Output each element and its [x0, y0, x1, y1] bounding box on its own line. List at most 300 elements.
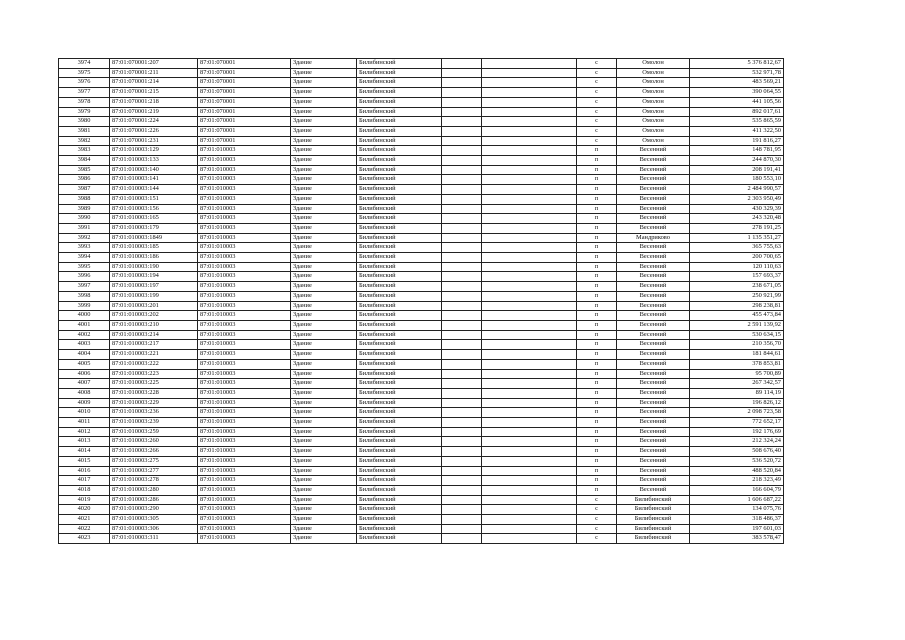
settlement-name: Весенний	[617, 291, 690, 301]
cadastral-quarter: 87:01:010003	[198, 476, 291, 486]
table-row	[59, 388, 784, 398]
row-number: 4017	[59, 476, 110, 486]
cadastral-number: 87:01:010003:266	[110, 447, 198, 457]
table-row	[59, 233, 784, 243]
empty-cell	[482, 524, 577, 534]
settlement-name: Весенний	[617, 311, 690, 321]
settlement-name: Омолон	[617, 117, 690, 127]
table-row	[59, 447, 784, 457]
empty-cell	[482, 301, 577, 311]
empty-cell	[442, 253, 482, 263]
cadastral-quarter: 87:01:010003	[198, 495, 291, 505]
cadastral-quarter: 87:01:070001	[198, 117, 291, 127]
district: Билибинский	[357, 408, 442, 418]
district: Билибинский	[357, 194, 442, 204]
empty-cell	[482, 243, 577, 253]
empty-cell	[482, 107, 577, 117]
empty-cell	[482, 418, 577, 428]
settlement-type: п	[577, 398, 617, 408]
row-number: 3974	[59, 59, 110, 69]
cadastral-number: 87:01:010003:179	[110, 223, 198, 233]
settlement-name: Весенний	[617, 194, 690, 204]
row-number: 3992	[59, 233, 110, 243]
object-type: Здание	[291, 107, 357, 117]
cadastral-quarter: 87:01:010003	[198, 291, 291, 301]
row-number: 4015	[59, 456, 110, 466]
cadastral-number: 87:01:010003:214	[110, 330, 198, 340]
object-type: Здание	[291, 243, 357, 253]
settlement-name: Омолон	[617, 97, 690, 107]
settlement-type: с	[577, 68, 617, 78]
cadastral-value: 772 652,17	[690, 418, 784, 428]
table-row	[59, 515, 784, 525]
cadastral-quarter: 87:01:010003	[198, 185, 291, 195]
object-type: Здание	[291, 437, 357, 447]
settlement-name: Весенний	[617, 369, 690, 379]
table-row	[59, 427, 784, 437]
empty-cell	[442, 272, 482, 282]
row-number: 3982	[59, 136, 110, 146]
table-row	[59, 466, 784, 476]
district: Билибинский	[357, 88, 442, 98]
object-type: Здание	[291, 126, 357, 136]
empty-cell	[482, 379, 577, 389]
cadastral-value: 95 700,89	[690, 369, 784, 379]
table-row	[59, 204, 784, 214]
row-number: 4009	[59, 398, 110, 408]
cadastral-number: 87:01:070001:226	[110, 126, 198, 136]
district: Билибинский	[357, 447, 442, 457]
cadastral-value: 318 486,37	[690, 515, 784, 525]
cadastral-quarter: 87:01:070001	[198, 78, 291, 88]
settlement-type: п	[577, 262, 617, 272]
cadastral-value: 196 826,12	[690, 398, 784, 408]
cadastral-quarter: 87:01:010003	[198, 214, 291, 224]
settlement-type: с	[577, 117, 617, 127]
empty-cell	[442, 456, 482, 466]
district: Билибинский	[357, 214, 442, 224]
settlement-name: Омолон	[617, 68, 690, 78]
cadastral-quarter: 87:01:010003	[198, 262, 291, 272]
empty-cell	[482, 253, 577, 263]
row-number: 4011	[59, 418, 110, 428]
district: Билибинский	[357, 156, 442, 166]
cadastral-value: 365 755,63	[690, 243, 784, 253]
row-number: 3979	[59, 107, 110, 117]
district: Билибинский	[357, 117, 442, 127]
empty-cell	[482, 59, 577, 69]
settlement-type: п	[577, 233, 617, 243]
district: Билибинский	[357, 243, 442, 253]
district: Билибинский	[357, 68, 442, 78]
cadastral-value: 1 135 351,27	[690, 233, 784, 243]
district: Билибинский	[357, 524, 442, 534]
settlement-type: с	[577, 136, 617, 146]
settlement-type: п	[577, 146, 617, 156]
cadastral-number: 87:01:010003:141	[110, 175, 198, 185]
table-row	[59, 330, 784, 340]
row-number: 3995	[59, 262, 110, 272]
empty-cell	[442, 165, 482, 175]
cadastral-quarter: 87:01:010003	[198, 156, 291, 166]
cadastral-number: 87:01:010003:129	[110, 146, 198, 156]
empty-cell	[442, 330, 482, 340]
object-type: Здание	[291, 117, 357, 127]
table-row	[59, 59, 784, 69]
settlement-name: Весенний	[617, 214, 690, 224]
object-type: Здание	[291, 146, 357, 156]
empty-cell	[442, 437, 482, 447]
settlement-type: с	[577, 505, 617, 515]
district: Билибинский	[357, 515, 442, 525]
object-type: Здание	[291, 223, 357, 233]
table-row	[59, 524, 784, 534]
empty-cell	[482, 194, 577, 204]
empty-cell	[442, 359, 482, 369]
settlement-name: Весенний	[617, 243, 690, 253]
settlement-type: п	[577, 311, 617, 321]
row-number: 3991	[59, 223, 110, 233]
settlement-type: п	[577, 418, 617, 428]
district: Билибинский	[357, 78, 442, 88]
object-type: Здание	[291, 311, 357, 321]
cadastral-number: 87:01:070001:218	[110, 97, 198, 107]
cadastral-quarter: 87:01:010003	[198, 379, 291, 389]
row-number: 3981	[59, 126, 110, 136]
object-type: Здание	[291, 301, 357, 311]
settlement-name: Омолон	[617, 126, 690, 136]
district: Билибинский	[357, 398, 442, 408]
settlement-type: п	[577, 359, 617, 369]
settlement-type: с	[577, 126, 617, 136]
cadastral-number: 87:01:070001:219	[110, 107, 198, 117]
object-type: Здание	[291, 272, 357, 282]
settlement-type: п	[577, 447, 617, 457]
settlement-name: Весенний	[617, 301, 690, 311]
cadastral-number: 87:01:010003:306	[110, 524, 198, 534]
cadastral-number: 87:01:010003:222	[110, 359, 198, 369]
cadastral-number: 87:01:010003:223	[110, 369, 198, 379]
empty-cell	[442, 214, 482, 224]
district: Билибинский	[357, 97, 442, 107]
row-number: 4003	[59, 340, 110, 350]
district: Билибинский	[357, 185, 442, 195]
row-number: 4008	[59, 388, 110, 398]
cadastral-value: 134 075,76	[690, 505, 784, 515]
district: Билибинский	[357, 126, 442, 136]
table-row	[59, 476, 784, 486]
cadastral-value: 210 356,70	[690, 340, 784, 350]
settlement-name: Весенний	[617, 175, 690, 185]
cadastral-quarter: 87:01:010003	[198, 340, 291, 350]
cadastral-value: 383 578,47	[690, 534, 784, 544]
table-row	[59, 418, 784, 428]
cadastral-number: 87:01:010003:225	[110, 379, 198, 389]
cadastral-quarter: 87:01:010003	[198, 175, 291, 185]
settlement-type: п	[577, 185, 617, 195]
table-row	[59, 253, 784, 263]
cadastral-value: 411 322,50	[690, 126, 784, 136]
object-type: Здание	[291, 136, 357, 146]
empty-cell	[442, 398, 482, 408]
district: Билибинский	[357, 369, 442, 379]
table-row	[59, 272, 784, 282]
settlement-name: Мандриково	[617, 233, 690, 243]
table-row	[59, 126, 784, 136]
district: Билибинский	[357, 233, 442, 243]
cadastral-quarter: 87:01:010003	[198, 447, 291, 457]
settlement-type: п	[577, 476, 617, 486]
object-type: Здание	[291, 447, 357, 457]
district: Билибинский	[357, 388, 442, 398]
cadastral-quarter: 87:01:010003	[198, 466, 291, 476]
row-number: 4021	[59, 515, 110, 525]
empty-cell	[482, 476, 577, 486]
table-row	[59, 398, 784, 408]
empty-cell	[482, 340, 577, 350]
settlement-type: п	[577, 437, 617, 447]
empty-cell	[442, 524, 482, 534]
settlement-name: Весенний	[617, 185, 690, 195]
object-type: Здание	[291, 359, 357, 369]
empty-cell	[442, 515, 482, 525]
settlement-name: Весенний	[617, 350, 690, 360]
settlement-name: Весенний	[617, 156, 690, 166]
table-row	[59, 534, 784, 544]
row-number: 3977	[59, 88, 110, 98]
settlement-name: Билибинский	[617, 515, 690, 525]
district: Билибинский	[357, 282, 442, 292]
district: Билибинский	[357, 340, 442, 350]
cadastral-number: 87:01:010003:277	[110, 466, 198, 476]
district: Билибинский	[357, 485, 442, 495]
cadastral-quarter: 87:01:010003	[198, 194, 291, 204]
district: Билибинский	[357, 320, 442, 330]
row-number: 4007	[59, 379, 110, 389]
cadastral-value: 208 191,41	[690, 165, 784, 175]
empty-cell	[442, 185, 482, 195]
cadastral-number: 87:01:070001:207	[110, 59, 198, 69]
object-type: Здание	[291, 97, 357, 107]
empty-cell	[442, 175, 482, 185]
cadastral-number: 87:01:010003:1849	[110, 233, 198, 243]
empty-cell	[482, 447, 577, 457]
row-number: 4004	[59, 350, 110, 360]
row-number: 4001	[59, 320, 110, 330]
empty-cell	[442, 126, 482, 136]
settlement-type: п	[577, 156, 617, 166]
district: Билибинский	[357, 223, 442, 233]
settlement-name: Омолон	[617, 78, 690, 88]
cadastral-value: 218 323,49	[690, 476, 784, 486]
district: Билибинский	[357, 495, 442, 505]
row-number: 3999	[59, 301, 110, 311]
cadastral-number: 87:01:070001:231	[110, 136, 198, 146]
table-row	[59, 223, 784, 233]
row-number: 3989	[59, 204, 110, 214]
empty-cell	[482, 233, 577, 243]
settlement-name: Весенний	[617, 204, 690, 214]
cadastral-number: 87:01:010003:190	[110, 262, 198, 272]
cadastral-number: 87:01:010003:133	[110, 156, 198, 166]
cadastral-quarter: 87:01:010003	[198, 427, 291, 437]
district: Билибинский	[357, 379, 442, 389]
cadastral-number: 87:01:010003:144	[110, 185, 198, 195]
settlement-type: п	[577, 223, 617, 233]
empty-cell	[442, 340, 482, 350]
cadastral-quarter: 87:01:010003	[198, 253, 291, 263]
empty-cell	[442, 223, 482, 233]
table-row	[59, 485, 784, 495]
cadastral-value: 157 693,37	[690, 272, 784, 282]
cadastral-value: 250 921,99	[690, 291, 784, 301]
cadastral-quarter: 87:01:010003	[198, 524, 291, 534]
settlement-name: Весенний	[617, 408, 690, 418]
settlement-name: Омолон	[617, 88, 690, 98]
cadastral-number: 87:01:010003:221	[110, 350, 198, 360]
district: Билибинский	[357, 59, 442, 69]
table-row	[59, 291, 784, 301]
row-number: 4018	[59, 485, 110, 495]
cadastral-quarter: 87:01:010003	[198, 534, 291, 544]
table-row	[59, 379, 784, 389]
table-row	[59, 495, 784, 505]
cadastral-number: 87:01:010003:280	[110, 485, 198, 495]
cadastral-number: 87:01:010003:311	[110, 534, 198, 544]
settlement-name: Весенний	[617, 146, 690, 156]
cadastral-quarter: 87:01:010003	[198, 350, 291, 360]
empty-cell	[482, 97, 577, 107]
cadastral-quarter: 87:01:010003	[198, 398, 291, 408]
table-row	[59, 97, 784, 107]
table-row	[59, 369, 784, 379]
cadastral-number: 87:01:070001:224	[110, 117, 198, 127]
table-row	[59, 340, 784, 350]
row-number: 4020	[59, 505, 110, 515]
settlement-name: Весенний	[617, 272, 690, 282]
settlement-name: Омолон	[617, 107, 690, 117]
cadastral-number: 87:01:010003:278	[110, 476, 198, 486]
district: Билибинский	[357, 175, 442, 185]
empty-cell	[482, 165, 577, 175]
cadastral-quarter: 87:01:010003	[198, 282, 291, 292]
empty-cell	[482, 311, 577, 321]
settlement-type: п	[577, 291, 617, 301]
settlement-name: Весенний	[617, 262, 690, 272]
district: Билибинский	[357, 136, 442, 146]
cadastral-value: 120 110,63	[690, 262, 784, 272]
cadastral-quarter: 87:01:010003	[198, 243, 291, 253]
cadastral-number: 87:01:070001:215	[110, 88, 198, 98]
district: Билибинский	[357, 437, 442, 447]
table-row	[59, 68, 784, 78]
table-row	[59, 301, 784, 311]
district: Билибинский	[357, 311, 442, 321]
cadastral-quarter: 87:01:010003	[198, 165, 291, 175]
district: Билибинский	[357, 456, 442, 466]
cadastral-number: 87:01:010003:194	[110, 272, 198, 282]
empty-cell	[442, 369, 482, 379]
cadastral-number: 87:01:070001:211	[110, 68, 198, 78]
district: Билибинский	[357, 466, 442, 476]
row-number: 3987	[59, 185, 110, 195]
row-number: 3975	[59, 68, 110, 78]
empty-cell	[482, 291, 577, 301]
cadastral-value: 148 781,95	[690, 146, 784, 156]
table-row	[59, 107, 784, 117]
settlement-type: п	[577, 330, 617, 340]
settlement-type: п	[577, 388, 617, 398]
settlement-name: Билибинский	[617, 524, 690, 534]
empty-cell	[482, 78, 577, 88]
cadastral-number: 87:01:010003:197	[110, 282, 198, 292]
cadastral-number: 87:01:010003:217	[110, 340, 198, 350]
cadastral-number: 87:01:010003:286	[110, 495, 198, 505]
cadastral-value: 2 303 950,49	[690, 194, 784, 204]
document-page	[58, 58, 783, 544]
settlement-type: с	[577, 534, 617, 544]
settlement-type: п	[577, 175, 617, 185]
empty-cell	[442, 476, 482, 486]
empty-cell	[482, 156, 577, 166]
empty-cell	[482, 68, 577, 78]
table-row	[59, 311, 784, 321]
object-type: Здание	[291, 68, 357, 78]
object-type: Здание	[291, 427, 357, 437]
settlement-type: с	[577, 107, 617, 117]
cadastral-value: 89 114,19	[690, 388, 784, 398]
settlement-name: Весенний	[617, 379, 690, 389]
settlement-name: Весенний	[617, 418, 690, 428]
settlement-name: Весенний	[617, 282, 690, 292]
object-type: Здание	[291, 330, 357, 340]
settlement-type: п	[577, 204, 617, 214]
row-number: 4022	[59, 524, 110, 534]
empty-cell	[442, 350, 482, 360]
settlement-type: с	[577, 88, 617, 98]
cadastral-number: 87:01:070001:214	[110, 78, 198, 88]
cadastral-number: 87:01:010003:165	[110, 214, 198, 224]
empty-cell	[482, 369, 577, 379]
table-row	[59, 408, 784, 418]
empty-cell	[442, 233, 482, 243]
empty-cell	[442, 418, 482, 428]
cadastral-value: 2 484 990,57	[690, 185, 784, 195]
settlement-type: п	[577, 427, 617, 437]
cadastral-number: 87:01:010003:151	[110, 194, 198, 204]
object-type: Здание	[291, 291, 357, 301]
object-type: Здание	[291, 194, 357, 204]
settlement-type: п	[577, 272, 617, 282]
settlement-name: Весенний	[617, 320, 690, 330]
empty-cell	[442, 388, 482, 398]
empty-cell	[442, 505, 482, 515]
district: Билибинский	[357, 359, 442, 369]
empty-cell	[442, 466, 482, 476]
empty-cell	[482, 408, 577, 418]
empty-cell	[482, 437, 577, 447]
cadastral-value: 488 520,84	[690, 466, 784, 476]
cadastral-quarter: 87:01:010003	[198, 359, 291, 369]
empty-cell	[442, 495, 482, 505]
row-number: 3988	[59, 194, 110, 204]
district: Билибинский	[357, 107, 442, 117]
table-row	[59, 262, 784, 272]
empty-cell	[482, 350, 577, 360]
row-number: 3994	[59, 253, 110, 263]
empty-cell	[442, 78, 482, 88]
cadastral-quarter: 87:01:010003	[198, 301, 291, 311]
